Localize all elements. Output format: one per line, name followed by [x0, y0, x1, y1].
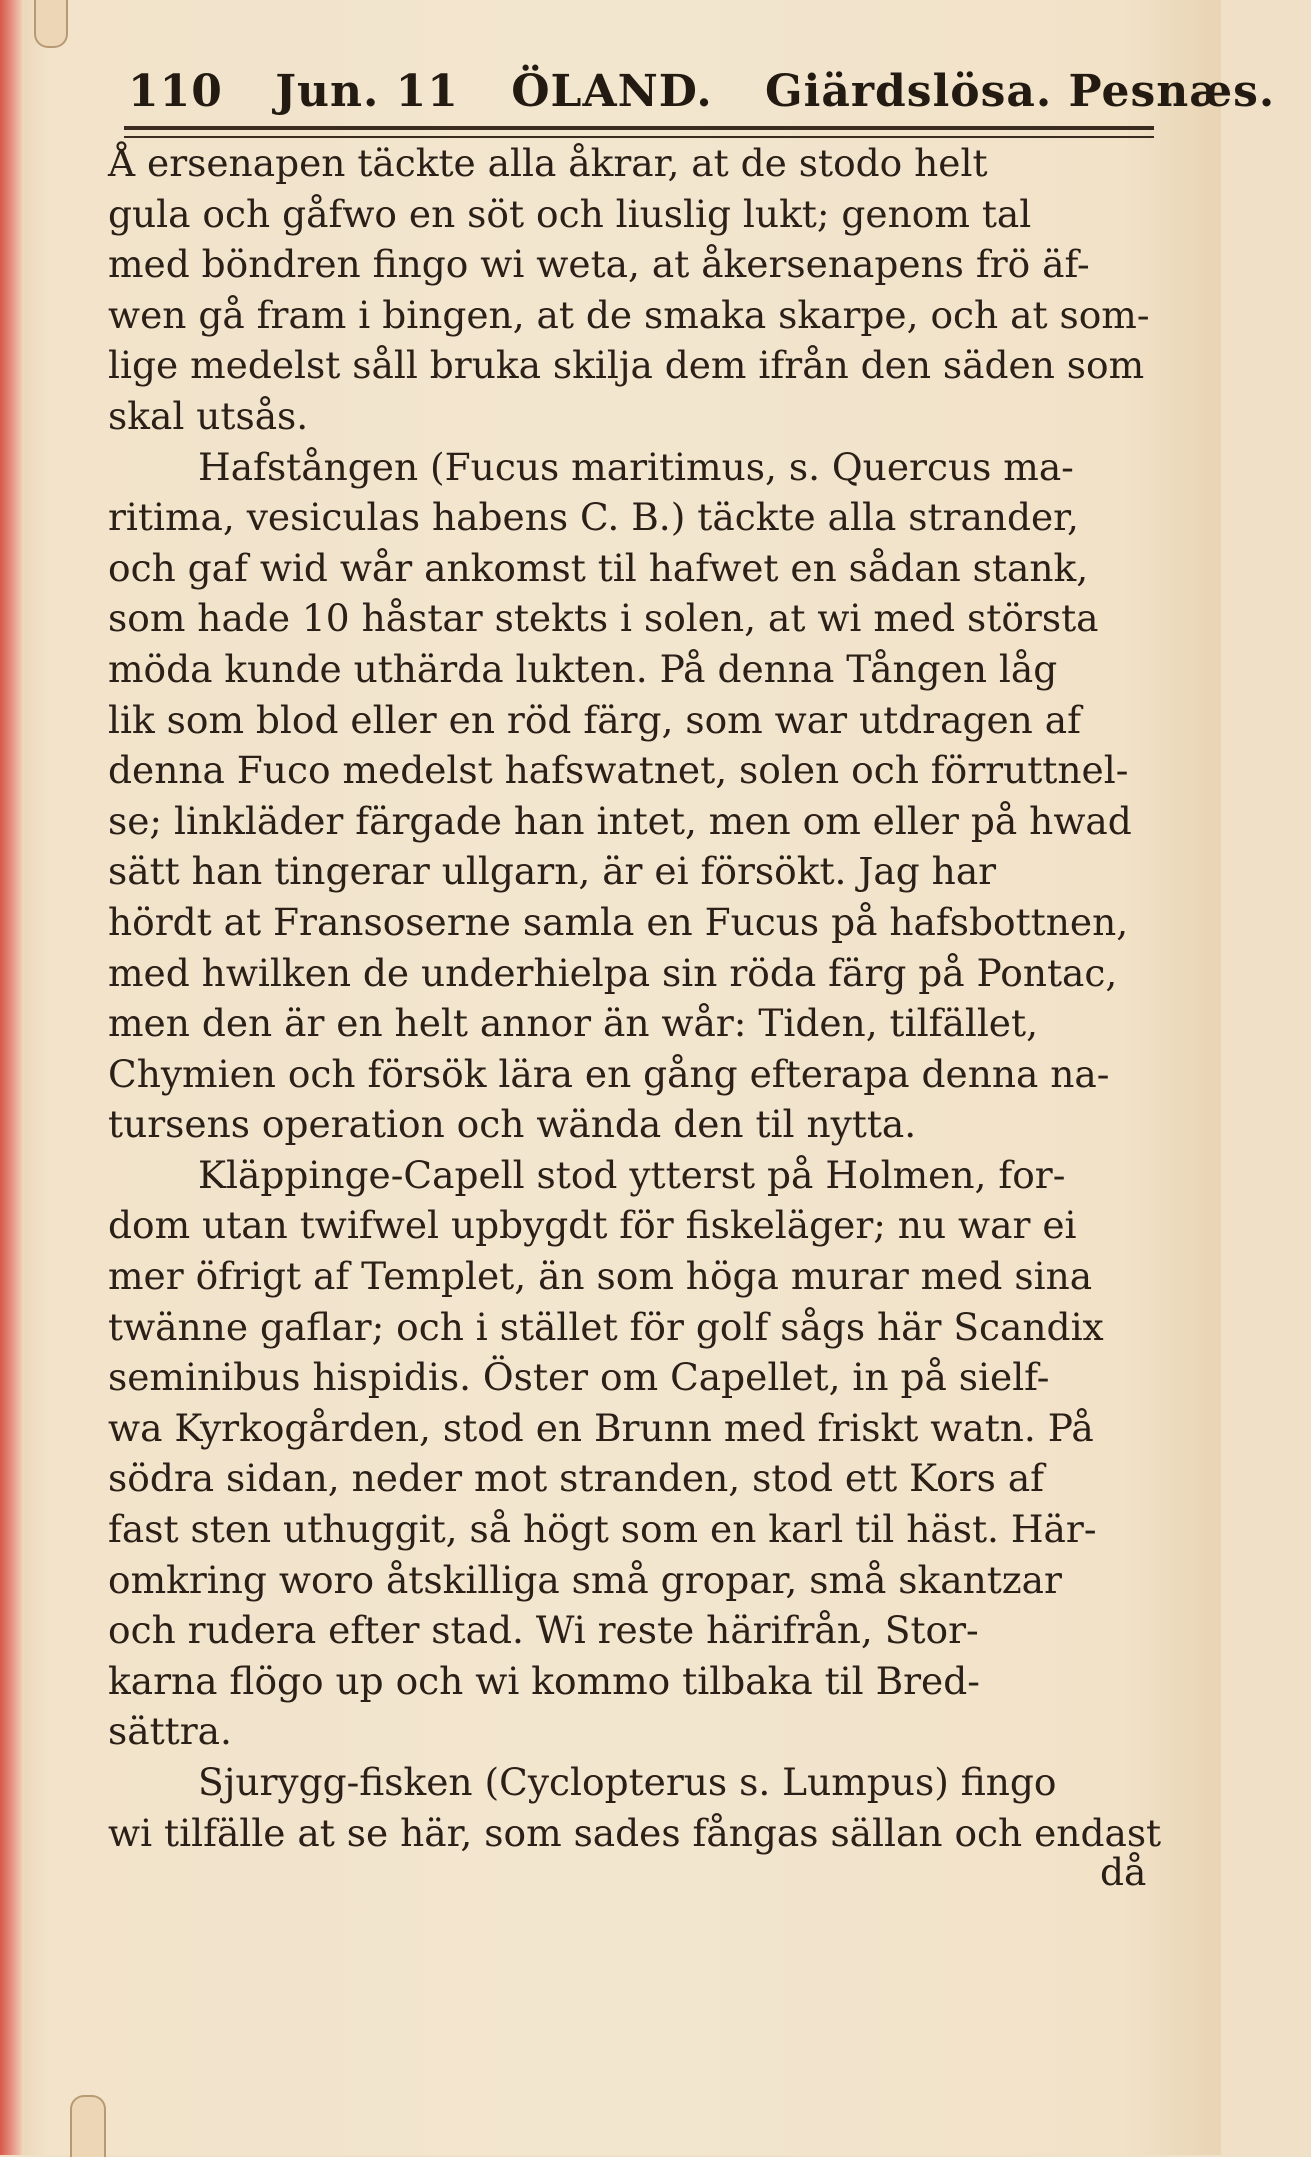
text-line: med hwilken de underhielpa sin röda färg på Pontac, — [108, 950, 1118, 995]
text-line: och gaf wid wår ankomst til hafwet en sådan stank, — [108, 545, 1089, 590]
text-line-paragraph-start: Hafstången (Fucus maritimus, s. Quercus ma- — [198, 444, 1074, 489]
text-line: skal utsås. — [108, 393, 309, 438]
text-line: wen gå fram i bingen, at de smaka skarpe, och at som- — [108, 292, 1150, 337]
text-line: twänne gaflar; och i stället för golf sågs här Scandix — [108, 1304, 1104, 1349]
text-line: Å ersenapen täckte alla åkrar, at de stodo helt — [108, 141, 988, 185]
text-line: seminibus hispidis. Öster om Capellet, in på sielf- — [108, 1355, 1050, 1400]
page-binding-edge — [0, 0, 22, 2155]
text-line: sättra. — [108, 1709, 232, 1754]
text-line: tursens operation och wända den til nytta. — [108, 1102, 917, 1147]
text-line: med böndren fingo wi weta, at åkersenapens frö äf- — [108, 242, 1090, 287]
text-line: och rudera efter stad. Wi reste härifrån, Stor- — [108, 1608, 979, 1653]
catchword: då — [1100, 1850, 1147, 1894]
text-line: se; linkläder färgade han intet, men om eller på hwad — [108, 798, 1132, 843]
text-line: omkring woro åtskilliga små gropar, små skantzar — [108, 1557, 1062, 1602]
text-line: karna flögo up och wi kommo tilbaka til Bred- — [108, 1658, 980, 1703]
header-province: ÖLAND. — [511, 66, 713, 117]
text-line: lige medelst såll bruka skilja dem ifrån den säden som — [108, 343, 1145, 388]
header-date: Jun. 11 — [275, 66, 459, 117]
body-text — [108, 138, 1162, 1898]
text-line: Chymien och försök lära en gång efterapa denna na- — [108, 1051, 1110, 1096]
text-line-paragraph-start: Kläppinge-Capell stod ytterst på Holmen, for- — [198, 1152, 1066, 1197]
running-header — [128, 66, 1276, 126]
text-line: fast sten uthuggit, så högt som en karl til häst. Här- — [108, 1507, 1097, 1552]
binding-thread-bottom — [70, 2095, 106, 2157]
text-line: ritima, vesiculas habens C. B.) täckte alla strander, — [108, 495, 1079, 540]
page-number: 110 — [128, 66, 223, 117]
text-line: denna Fuco medelst hafswatnet, solen och förruttnel- — [108, 748, 1129, 793]
text-line: wa Kyrkogården, stod en Brunn med friskt watn. På — [108, 1405, 1094, 1450]
text-line: lik som blod eller en röd färg, som war utdragen af — [108, 697, 1081, 742]
text-line: som hade 10 håstar stekts i solen, at wi med största — [108, 596, 1099, 641]
text-line: gula och gåfwo en söt och liuslig lukt; genom tal — [108, 191, 1032, 236]
text-line: dom utan twifwel upbygdt för fiskeläger; nu war ei — [108, 1203, 1077, 1248]
text-line-paragraph-start: Sjurygg-fisken (Cyclopterus s. Lumpus) fingo — [198, 1760, 1057, 1804]
text-line: södra sidan, neder mot stranden, stod ett Kors af — [108, 1456, 1045, 1501]
text-line: wi tilfälle at se här, som sades fångas sällan och endast — [108, 1810, 1162, 1855]
text-line: hördt at Fransoserne samla en Fucus på hafsbottnen, — [108, 899, 1129, 944]
text-line: sätt han tingerar ullgarn, är ei försökt. Jag har — [108, 849, 997, 894]
binding-thread-top — [34, 0, 68, 48]
header-rule — [124, 126, 1154, 138]
text-line: möda kunde uthärda lukten. På denna Tången låg — [108, 646, 1058, 691]
header-place: Giärdslösa. Pesnæs. — [765, 66, 1276, 117]
text-line: mer öfrigt af Templet, än som höga murar med sina — [108, 1254, 1093, 1299]
text-line: men den är en helt annor än wår: Tiden, tilfället, — [108, 1001, 1038, 1046]
